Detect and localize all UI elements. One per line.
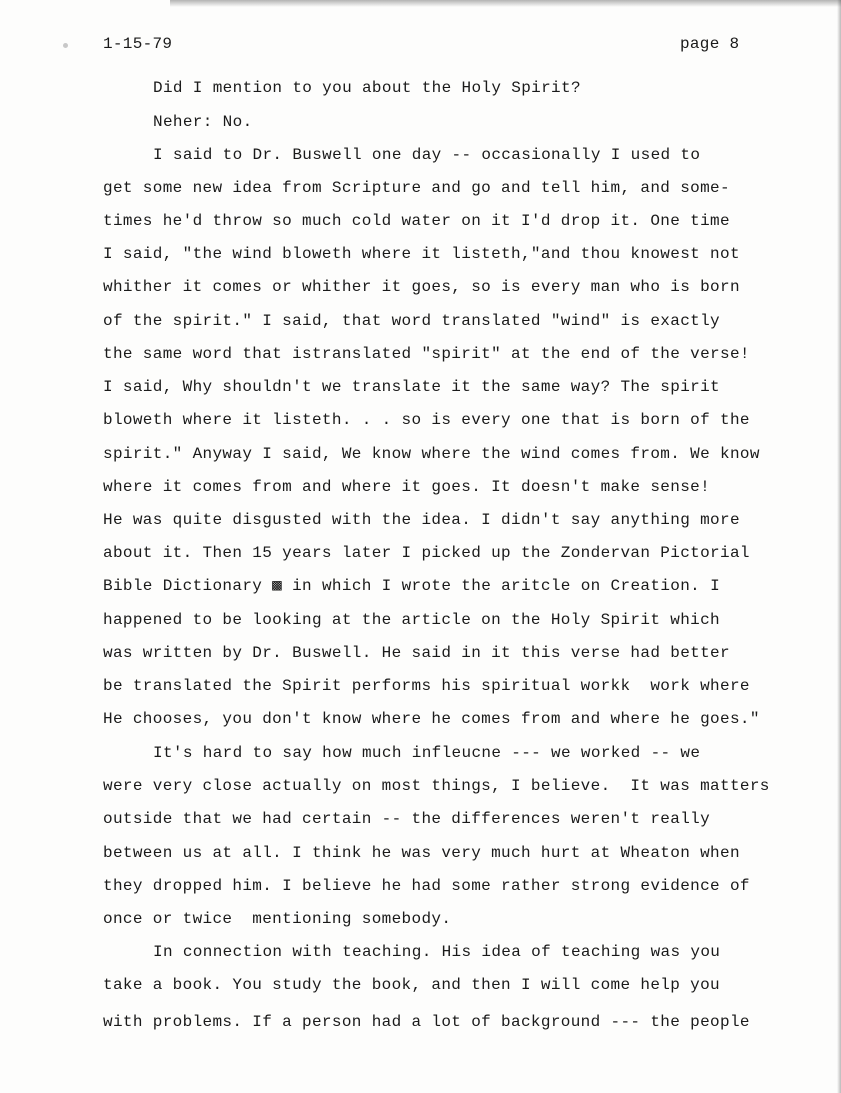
text-line: It's hard to say how much infleucne --- we worked -- we [153,744,701,762]
text-line: Neher: No. [153,113,253,131]
text-line: He chooses, you don't know where he comes from and where he goes." [103,710,760,728]
text-line: between us at all. I think he was very much hurt at Wheaton when [103,844,740,862]
text-line: the same word that istranslated "spirit" at the end of the verse! [103,345,750,363]
text-line: was written by Dr. Buswell. He said in it this verse had better [103,644,730,662]
text-line: I said, "the wind bloweth where it listeth,"and thou knowest not [103,245,740,263]
text-line: I said to Dr. Buswell one day -- occasionally I used to [153,146,701,164]
text-line: spirit." Anyway I said, We know where the wind comes from. We know [103,445,760,463]
text-line: once or twice mentioning somebody. [103,910,452,928]
text-line: about it. Then 15 years later I picked up the Zondervan Pictorial [103,544,750,562]
text-line: be translated the Spirit performs his spiritual workk work where [103,677,750,695]
punch-mark [63,43,68,48]
text-line: outside that we had certain -- the differences weren't really [103,810,711,828]
scan-edge-shadow-right [837,0,841,1093]
scan-edge-shadow [170,0,841,7]
text-line: In connection with teaching. His idea of teaching was you [153,943,721,961]
text-line: times he'd throw so much cold water on it I'd drop it. One time [103,212,730,230]
page-number: page 8 [680,35,740,53]
text-line: He was quite disgusted with the idea. I didn't say anything more [103,511,740,529]
text-line: they dropped him. I believe he had some rather strong evidence of [103,877,750,895]
document-date: 1-15-79 [103,35,173,53]
text-line: I said, Why shouldn't we translate it the same way? The spirit [103,378,720,396]
text-line: where it comes from and where it goes. It doesn't make sense! [103,478,711,496]
text-line: whither it comes or whither it goes, so is every man who is born [103,278,740,296]
text-line: Bible Dictionary ▩ in which I wrote the aritcle on Creation. I [103,577,721,595]
text-line: bloweth where it listeth. . . so is every one that is born of the [103,411,750,429]
text-line: happened to be looking at the article on the Holy Spirit which [103,611,720,629]
text-line: were very close actually on most things, I believe. It was matters [103,777,770,795]
text-line: of the spirit." I said, that word translated "wind" is exactly [103,312,720,330]
text-line: take a book. You study the book, and then I will come help you [103,976,720,994]
text-line: with problems. If a person had a lot of background --- the people [103,1013,750,1031]
text-line: Did I mention to you about the Holy Spirit? [153,79,581,97]
text-line: get some new idea from Scripture and go and tell him, and some- [103,179,730,197]
